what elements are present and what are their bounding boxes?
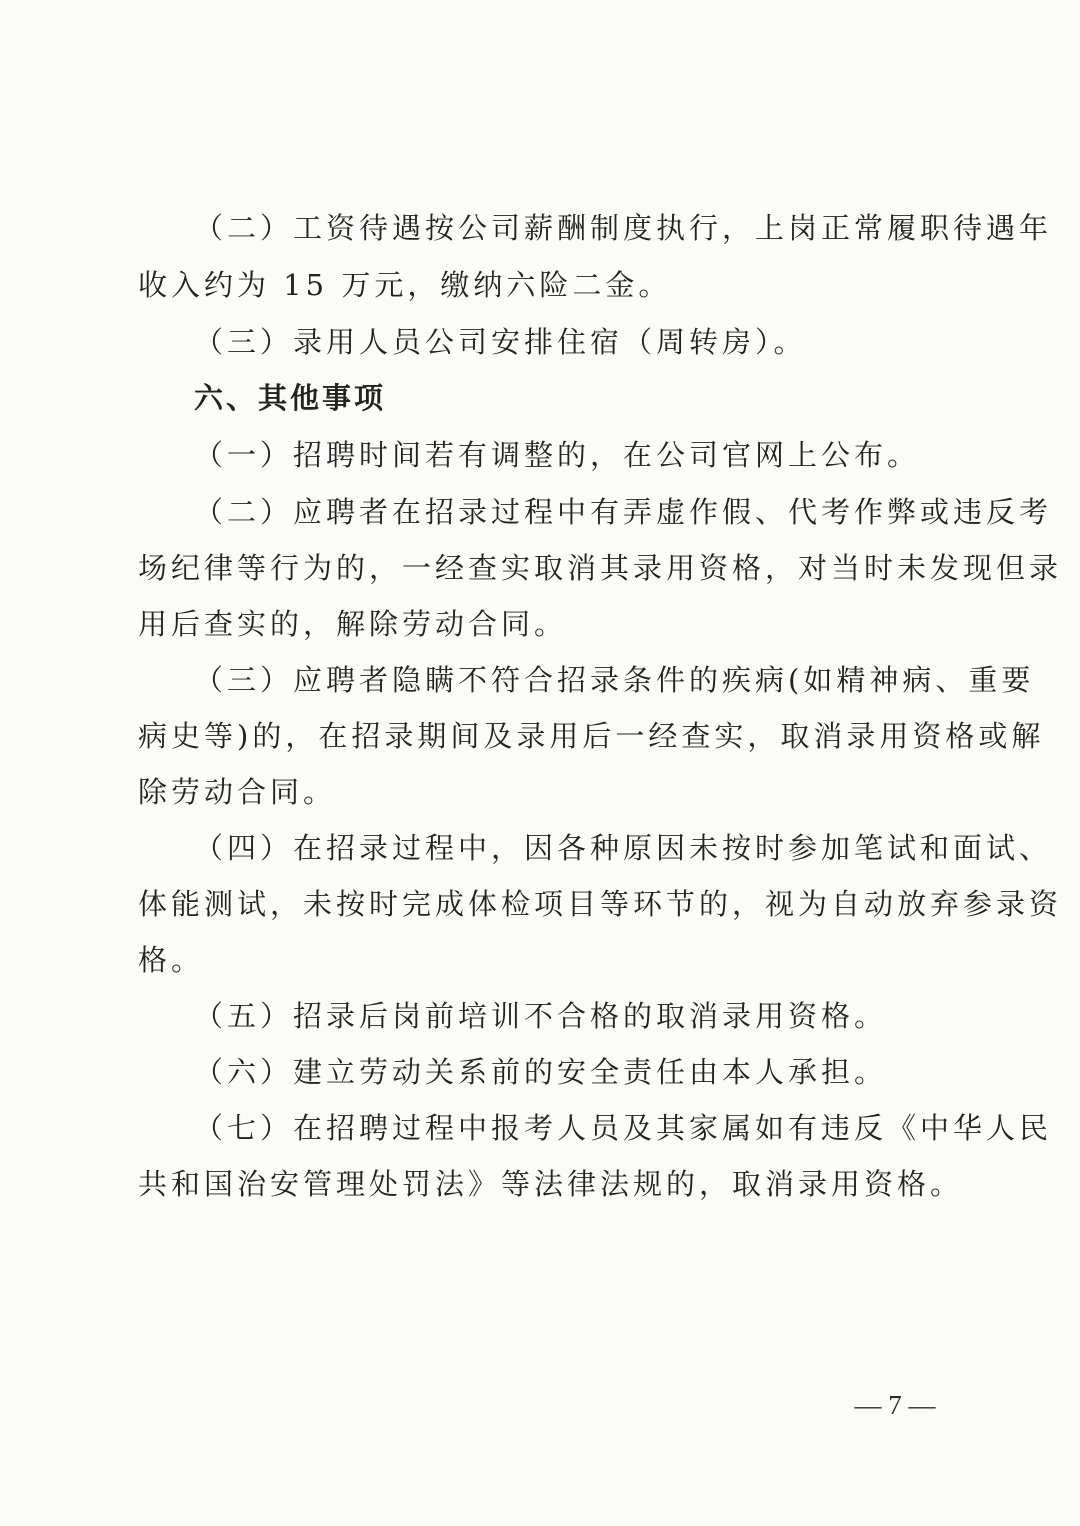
- paragraph-line: 体能测试，未按时完成体检项目等环节的，视为自动放弃参录资: [138, 887, 1063, 921]
- section-heading: 六、其他事项: [194, 381, 387, 415]
- paragraph-line: 场纪律等行为的，一经查实取消其录用资格，对当时未发现但录: [138, 551, 1063, 585]
- paragraph-line: （三）录用人员公司安排住宿（周转房）。: [194, 325, 807, 359]
- paragraph-line: 用后查实的，解除劳动合同。: [138, 607, 568, 641]
- paragraph-line: 病史等)的，在招录期间及录用后一经查实，取消录用资格或解: [138, 719, 1045, 753]
- paragraph-line: 收入约为 15 万元，缴纳六险二金。: [138, 268, 672, 302]
- paragraph-line: （五）招录后岗前培训不合格的取消录用资格。: [194, 999, 888, 1033]
- paragraph-line: （二）工资待遇按公司薪酬制度执行，上岗正常履职待遇年: [194, 211, 1053, 245]
- paragraph-line: （七）在招聘过程中报考人员及其家属如有违反《中华人民: [194, 1111, 1053, 1145]
- paragraph-line: 除劳动合同。: [138, 775, 337, 809]
- paragraph-line: 格。: [138, 943, 205, 977]
- paragraph-line: 共和国治安管理处罚法》等法律法规的，取消录用资格。: [138, 1167, 964, 1201]
- paragraph-line: （一）招聘时间若有调整的，在公司官网上公布。: [194, 438, 921, 472]
- paragraph-line: （二）应聘者在招录过程中有弄虚作假、代考作弊或违反考: [194, 495, 1053, 529]
- paragraph-line: （六）建立劳动关系前的安全责任由本人承担。: [194, 1055, 888, 1089]
- paragraph-line: （三）应聘者隐瞒不符合招录条件的疾病(如精神病、重要: [194, 663, 1035, 697]
- page-number: — 7 —: [854, 1390, 936, 1420]
- paragraph-line: （四）在招录过程中，因各种原因未按时参加笔试和面试、: [194, 831, 1053, 865]
